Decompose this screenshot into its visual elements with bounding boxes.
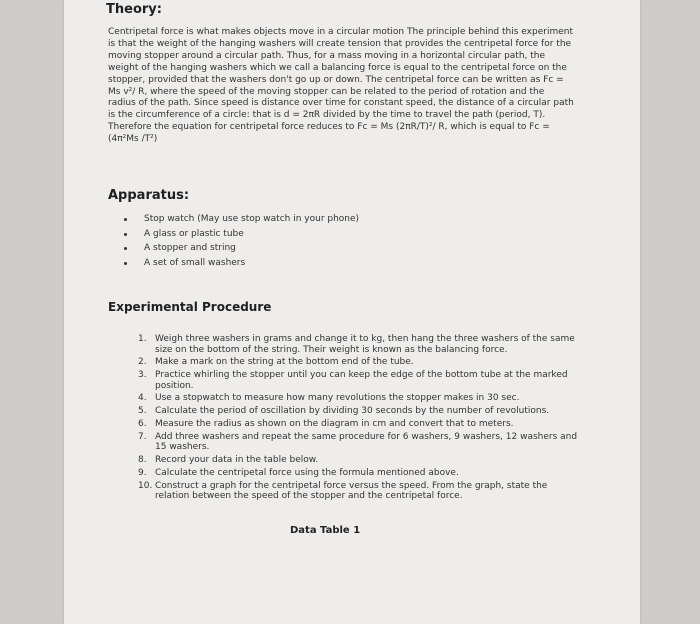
step-number: 10. <box>138 480 153 491</box>
step-text: relation between the speed of the stopper and the centripetal force. <box>155 491 463 502</box>
step-number: 7. <box>138 431 147 442</box>
step-text: Practice whirling the stopper until you can keep the edge of the bottom tube at the marked <box>155 370 568 381</box>
theory-line: moving stopper around a circular path. Thus, for a mass moving in a horizontal circular path, the <box>108 50 546 61</box>
step-number: 4. <box>138 393 147 404</box>
apparatus-item-label: A stopper and string <box>144 243 236 253</box>
apparatus-item-label: Stop watch (May use stop watch in your phone) <box>144 214 360 224</box>
step-text: Calculate the period of oscillation by dividing 30 seconds by the number of revolutions. <box>155 406 550 417</box>
step-text: Make a mark on the string at the bottom end of the tube. <box>155 357 414 368</box>
step-text: Add three washers and repeat the same procedure for 6 washers, 9 washers, 12 washers and <box>155 431 578 442</box>
theory-heading: Theory: <box>106 2 162 17</box>
step-text: size on the bottom of the string. Their weight is known as the balancing force. <box>155 344 508 355</box>
step-text: Record your data in the table below. <box>155 455 319 466</box>
apparatus-item-label: A set of small washers <box>144 257 246 268</box>
step-text: Use a stopwatch to measure how many revolutions the stopper makes in 30 sec. <box>155 393 520 404</box>
data-table-caption: Data Table 1 <box>290 525 361 536</box>
step-text: Calculate the centripetal force using the formula mentioned above. <box>155 467 459 478</box>
bullet-icon <box>124 218 127 221</box>
apparatus-item-label: A glass or plastic tube <box>144 228 244 239</box>
bullet-icon <box>124 233 127 236</box>
theory-line: is the circumference of a circle: that is d = 2πR divided by the time to travel the path (period, T). <box>108 110 546 121</box>
bullet-icon <box>124 247 127 250</box>
theory-line: Therefore the equation for centripetal force reduces to Fc = Ms (2πR/T)²/ R, which is equal to Fc = <box>108 122 550 133</box>
step-number: 3. <box>138 370 147 381</box>
theory-line: radius of the path. Since speed is distance over time for constant speed, the distance of a circular path <box>108 98 574 109</box>
step-text: Construct a graph for the centripetal force versus the speed. From the graph, state the <box>155 480 548 491</box>
theory-line: weight of the hanging washers which we call a balancing force is equal to the centripetal force on the <box>108 62 567 73</box>
theory-line: stopper, provided that the washers don't go up or down. The centripetal force can be written as Fc = <box>108 74 564 85</box>
theory-line: (4π²Ms /T²) <box>108 134 158 145</box>
step-text: 15 washers. <box>155 442 210 453</box>
theory-line: is that the weight of the hanging washers will create tension that provides the centripetal force for the <box>108 38 572 49</box>
step-text: Weigh three washers in grams and change it to kg, then hang the three washers of the same <box>155 334 575 344</box>
step-number: 9. <box>138 467 147 478</box>
theory-paragraph <box>108 27 598 146</box>
theory-line: Centripetal force is what makes objects move in a circular motion The principle behind this experiment <box>108 27 573 37</box>
procedure-heading: Experimental Procedure <box>108 300 272 314</box>
theory-line: Ms v²/ R, where the speed of the moving stopper can be related to the period of rotation and the <box>108 86 545 97</box>
step-text: position. <box>155 380 194 391</box>
step-number: 8. <box>138 455 147 466</box>
step-number: 5. <box>138 406 147 417</box>
step-number: 1. <box>138 334 147 344</box>
step-number: 2. <box>138 357 147 368</box>
document-page <box>64 0 640 624</box>
step-text: Measure the radius as shown on the diagram in cm and convert that to meters. <box>155 418 514 429</box>
step-number: 6. <box>138 418 147 429</box>
apparatus-heading: Apparatus: <box>108 188 190 203</box>
bullet-icon <box>124 262 127 265</box>
